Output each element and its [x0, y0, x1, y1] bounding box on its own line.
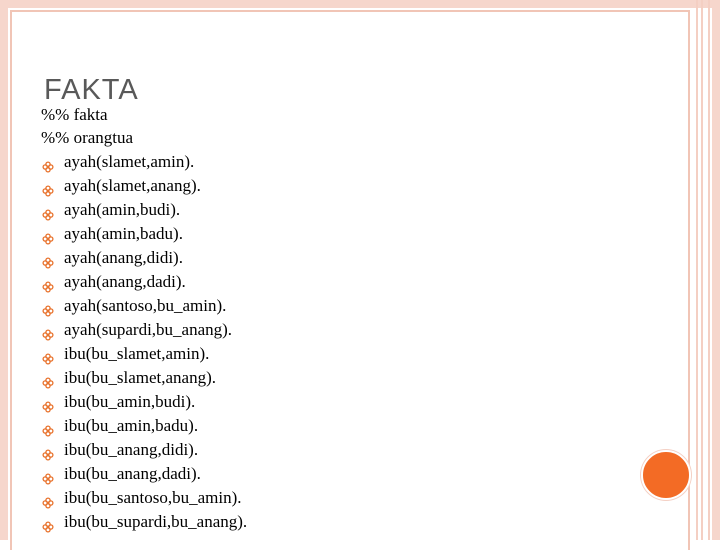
list-item	[42, 318, 247, 342]
list-item	[42, 510, 247, 534]
flower-bullet-icon	[42, 300, 54, 312]
fact-text: ibu(bu_amin,badu).	[64, 416, 199, 435]
flower-bullet-icon	[42, 420, 54, 432]
flower-bullet-icon	[42, 492, 54, 504]
list-item	[42, 366, 247, 390]
flower-bullet-icon	[42, 516, 54, 528]
fact-text: ibu(bu_santoso,bu_amin).	[64, 488, 242, 507]
flower-bullet-icon	[42, 156, 54, 168]
flower-bullet-icon	[42, 204, 54, 216]
decorative-stripe	[708, 0, 710, 540]
list-item	[42, 486, 247, 510]
slide-title: FAKTA	[44, 74, 139, 106]
list-item	[42, 150, 247, 174]
decorative-stripe	[701, 0, 703, 540]
list-item	[42, 462, 247, 486]
list-item	[42, 246, 247, 270]
list-item	[42, 390, 247, 414]
decorative-stripe	[696, 0, 698, 540]
list-item	[42, 222, 247, 246]
flower-bullet-icon	[42, 372, 54, 384]
flower-bullet-icon	[42, 468, 54, 480]
flower-bullet-icon	[42, 444, 54, 456]
flower-bullet-icon	[42, 396, 54, 408]
list-item	[42, 438, 247, 462]
list-item	[42, 174, 247, 198]
flower-bullet-icon	[42, 276, 54, 288]
list-item	[42, 414, 247, 438]
flower-bullet-icon	[42, 324, 54, 336]
fact-text: ibu(bu_anang,didi).	[64, 440, 199, 459]
flower-bullet-icon	[42, 228, 54, 240]
comment-line: %% fakta	[41, 105, 108, 124]
fact-text: ibu(bu_amin,budi).	[64, 392, 196, 411]
fact-text: ibu(bu_anang,dadi).	[64, 464, 201, 483]
decorative-orange-circle	[641, 450, 691, 500]
fact-text: ayah(supardi,bu_anang).	[64, 320, 233, 339]
fact-text: ibu(bu_slamet,anang).	[64, 368, 217, 387]
fact-text: ayah(anang,dadi).	[64, 272, 186, 291]
comment-line: %% orangtua	[41, 128, 134, 147]
flower-bullet-icon	[42, 252, 54, 264]
fact-text: ayah(anang,didi).	[64, 248, 183, 267]
list-item	[42, 270, 247, 294]
list-item	[42, 342, 247, 366]
flower-bullet-icon	[42, 348, 54, 360]
list-item	[42, 198, 247, 222]
fact-text: ayah(amin,budi).	[64, 200, 181, 219]
fact-text: ibu(bu_supardi,bu_anang).	[64, 512, 248, 531]
fact-text: ayah(amin,badu).	[64, 224, 183, 243]
fact-text: ayah(santoso,bu_amin).	[64, 296, 227, 315]
flower-bullet-icon	[42, 180, 54, 192]
fact-text: ayah(slamet,amin).	[64, 152, 195, 171]
fact-text: ayah(slamet,anang).	[64, 176, 201, 195]
list-item	[42, 294, 247, 318]
fact-text: ibu(bu_slamet,amin).	[64, 344, 210, 363]
fact-list	[42, 150, 247, 534]
